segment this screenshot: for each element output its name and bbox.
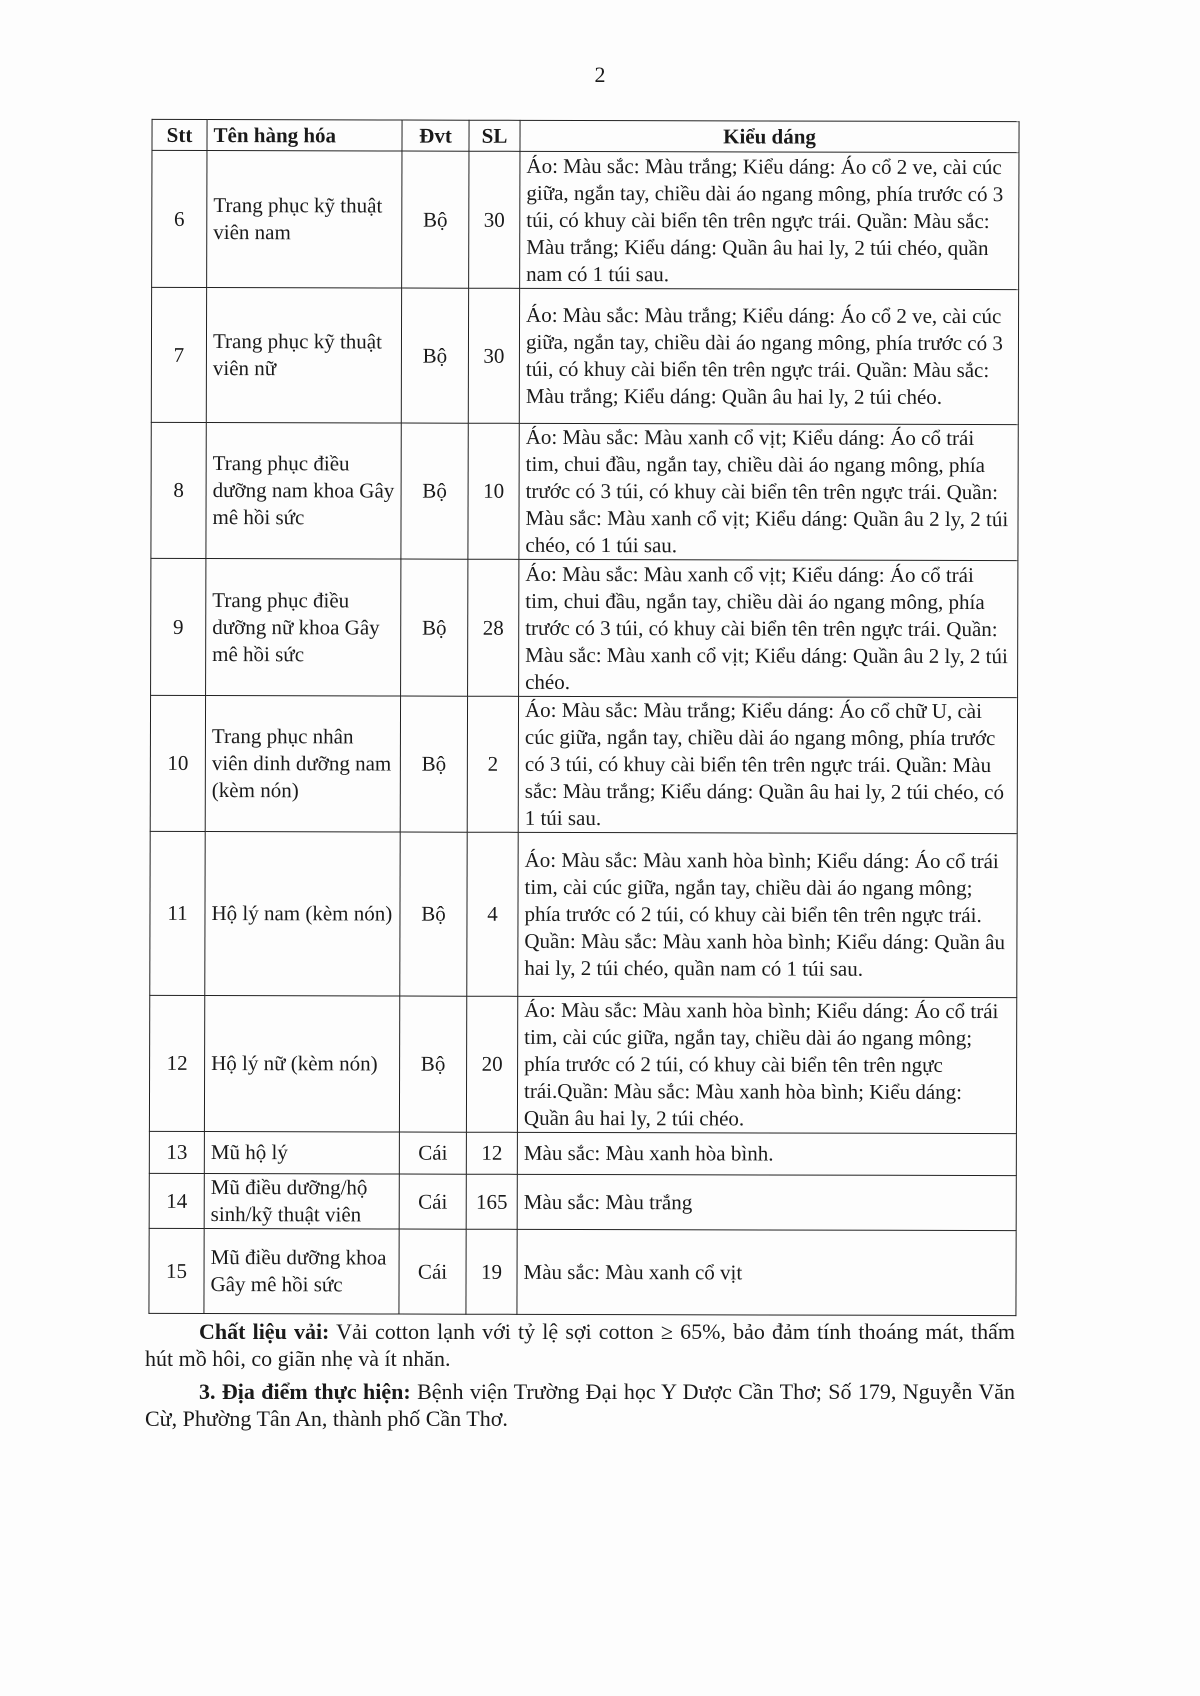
row-style: Áo: Màu sắc: Màu trắng; Kiểu dáng: Áo cổ chữ U, cài cúc giữa, ngắn tay, chiều dài áo ngang mông, phía trước có 3 túi, có khuy cài biển tên trên ngực trái. Quần: Màu sắc: Màu trắng; Kiểu dáng: Quần âu hai ly, 2 túi chéo, có 1 túi sau. <box>518 696 1017 833</box>
row-qty: 30 <box>468 288 519 423</box>
row-unit: Bộ <box>401 559 468 696</box>
row-style: Màu sắc: Màu xanh cổ vịt <box>517 1229 1016 1315</box>
row-unit: Bộ <box>399 996 466 1132</box>
row-qty: 12 <box>466 1132 517 1174</box>
row-stt: 10 <box>150 695 205 831</box>
row-style: Áo: Màu sắc: Màu trắng; Kiểu dáng: Áo cổ 2 ve, cài cúc giữa, ngắn tay, chiều dài áo ngang mông, phía trước có 3 túi, có khuy cài biển tên trên ngực trái. Quần: Màu sắc: Màu trắng; Kiểu dáng: Quần âu hai ly, 2 túi chéo. <box>519 288 1018 424</box>
row-name: Trang phục điều dưỡng nam khoa Gây mê hồi sức <box>206 423 401 560</box>
table-row <box>152 150 1019 289</box>
notes-section <box>145 1318 1015 1438</box>
row-unit: Cái <box>399 1132 466 1174</box>
row-style: Áo: Màu sắc: Màu xanh hòa bình; Kiểu dáng: Áo cổ trái tim, cài cúc giữa, ngắn tay, chiều dài áo ngang mông; phía trước có 2 túi, có khuy cài biển tên trên ngực trái.Quần: Màu sắc: Màu xanh hòa bình; Kiểu dáng: Quần âu hai ly, 2 túi chéo. <box>517 996 1016 1133</box>
row-name: Trang phục kỹ thuật viên nữ <box>206 288 401 424</box>
location-text: Bệnh viện Trường Đại học Y Dược Cần Thơ; Số 179, Nguyễn Văn Cừ, Phường Tân An, thành phố Cần Thơ. <box>145 1379 1015 1431</box>
goods-table <box>148 119 1019 1316</box>
row-style: Màu sắc: Màu trắng <box>517 1174 1016 1230</box>
row-qty: 30 <box>469 151 520 288</box>
material-label: Chất liệu vải: <box>199 1319 330 1344</box>
row-name: Mũ hộ lý <box>204 1132 399 1175</box>
material-note <box>145 1318 1015 1372</box>
table-row <box>151 287 1018 424</box>
table-row <box>150 831 1017 997</box>
row-stt: 6 <box>152 150 207 287</box>
row-unit: Bộ <box>400 832 467 996</box>
header-stt: Stt <box>152 119 207 150</box>
row-name: Mũ điều dưỡng khoa Gây mê hồi sức <box>204 1229 399 1315</box>
row-qty: 19 <box>466 1229 517 1314</box>
row-qty: 28 <box>468 559 519 696</box>
row-qty: 4 <box>467 832 518 996</box>
table-row <box>149 1228 1016 1315</box>
location-label: 3. Địa điểm thực hiện: <box>199 1379 411 1404</box>
row-stt: 13 <box>149 1131 204 1173</box>
row-stt: 8 <box>151 422 206 558</box>
table-row <box>149 995 1016 1133</box>
row-unit: Cái <box>399 1174 466 1229</box>
row-style: Áo: Màu sắc: Màu xanh cổ vịt; Kiểu dáng: Áo cổ trái tim, chui đầu, ngắn tay, chiều dài áo ngang mông, phía trước có 3 túi, có khuy cài biển tên trên ngực trái. Quần: Màu sắc: Màu xanh cổ vịt; Kiểu dáng: Quần âu 2 ly, 2 túi chéo. <box>519 559 1018 697</box>
row-unit: Bộ <box>400 696 467 832</box>
row-style: Màu sắc: Màu xanh hòa bình. <box>517 1132 1016 1175</box>
location-note <box>145 1378 1015 1432</box>
row-qty: 165 <box>466 1174 517 1229</box>
row-unit: Bộ <box>401 288 468 423</box>
material-text: Vải cotton lạnh với tỷ lệ sợi cotton ≥ 65%, bảo đảm tính thoáng mát, thấm hút mồ hôi, co giãn nhẹ và ít nhăn. <box>145 1319 1015 1371</box>
row-qty: 20 <box>466 996 517 1132</box>
table-header-row <box>152 119 1019 152</box>
table-row <box>151 558 1018 697</box>
header-style: Kiểu dáng <box>520 120 1019 152</box>
row-qty: 10 <box>468 423 519 559</box>
row-stt: 15 <box>149 1228 204 1313</box>
table-row <box>151 422 1018 560</box>
table-row <box>149 1173 1016 1230</box>
header-unit: Đvt <box>402 120 469 151</box>
row-stt: 12 <box>149 995 204 1131</box>
row-style: Áo: Màu sắc: Màu trắng; Kiểu dáng: Áo cổ 2 ve, cài cúc giữa, ngắn tay, chiều dài áo ngang mông, phía trước có 3 túi, có khuy cài biển tên trên ngực trái. Quần: Màu sắc: Màu trắng; Kiểu dáng: Quần âu hai ly, 2 túi chéo, quần nam có 1 túi sau. <box>520 151 1019 289</box>
table-row <box>149 1131 1016 1175</box>
table-row <box>150 695 1017 833</box>
row-name: Hộ lý nữ (kèm nón) <box>204 996 399 1133</box>
row-name: Trang phục nhân viên dinh dưỡng nam (kèm nón) <box>205 696 400 833</box>
row-unit: Bộ <box>401 423 468 559</box>
row-stt: 11 <box>150 831 205 995</box>
row-name: Mũ điều dưỡng/hộ sinh/kỹ thuật viên <box>204 1174 399 1230</box>
header-name: Tên hàng hóa <box>207 120 402 152</box>
row-style: Áo: Màu sắc: Màu xanh hòa bình; Kiểu dáng: Áo cổ trái tim, cài cúc giữa, ngắn tay, chiều dài áo ngang mông; phía trước có 2 túi, có khuy cài biển tên trên ngực trái. Quần: Màu sắc: Màu xanh hòa bình; Kiểu dáng: Quần âu hai ly, 2 túi chéo, quần nam có 1 túi sau. <box>518 832 1017 997</box>
row-unit: Bộ <box>402 151 469 288</box>
row-style: Áo: Màu sắc: Màu xanh cổ vịt; Kiểu dáng: Áo cổ trái tim, chui đầu, ngắn tay, chiều dài áo ngang mông, phía trước có 3 túi, có khuy cài biển tên trên ngực trái. Quần: Màu sắc: Màu xanh cổ vịt; Kiểu dáng: Quần âu 2 ly, 2 túi chéo, có 1 túi sau. <box>519 423 1018 560</box>
row-stt: 9 <box>151 558 206 695</box>
row-name: Hộ lý nam (kèm nón) <box>205 832 400 997</box>
row-unit: Cái <box>399 1229 466 1314</box>
page-number: 2 <box>594 62 606 87</box>
row-stt: 7 <box>151 287 206 422</box>
row-name: Trang phục kỹ thuật viên nam <box>207 151 402 289</box>
header-qty: SL <box>469 120 520 151</box>
row-stt: 14 <box>149 1173 204 1228</box>
row-name: Trang phục điều dưỡng nữ khoa Gây mê hồi sức <box>206 559 401 697</box>
row-qty: 2 <box>467 696 518 832</box>
